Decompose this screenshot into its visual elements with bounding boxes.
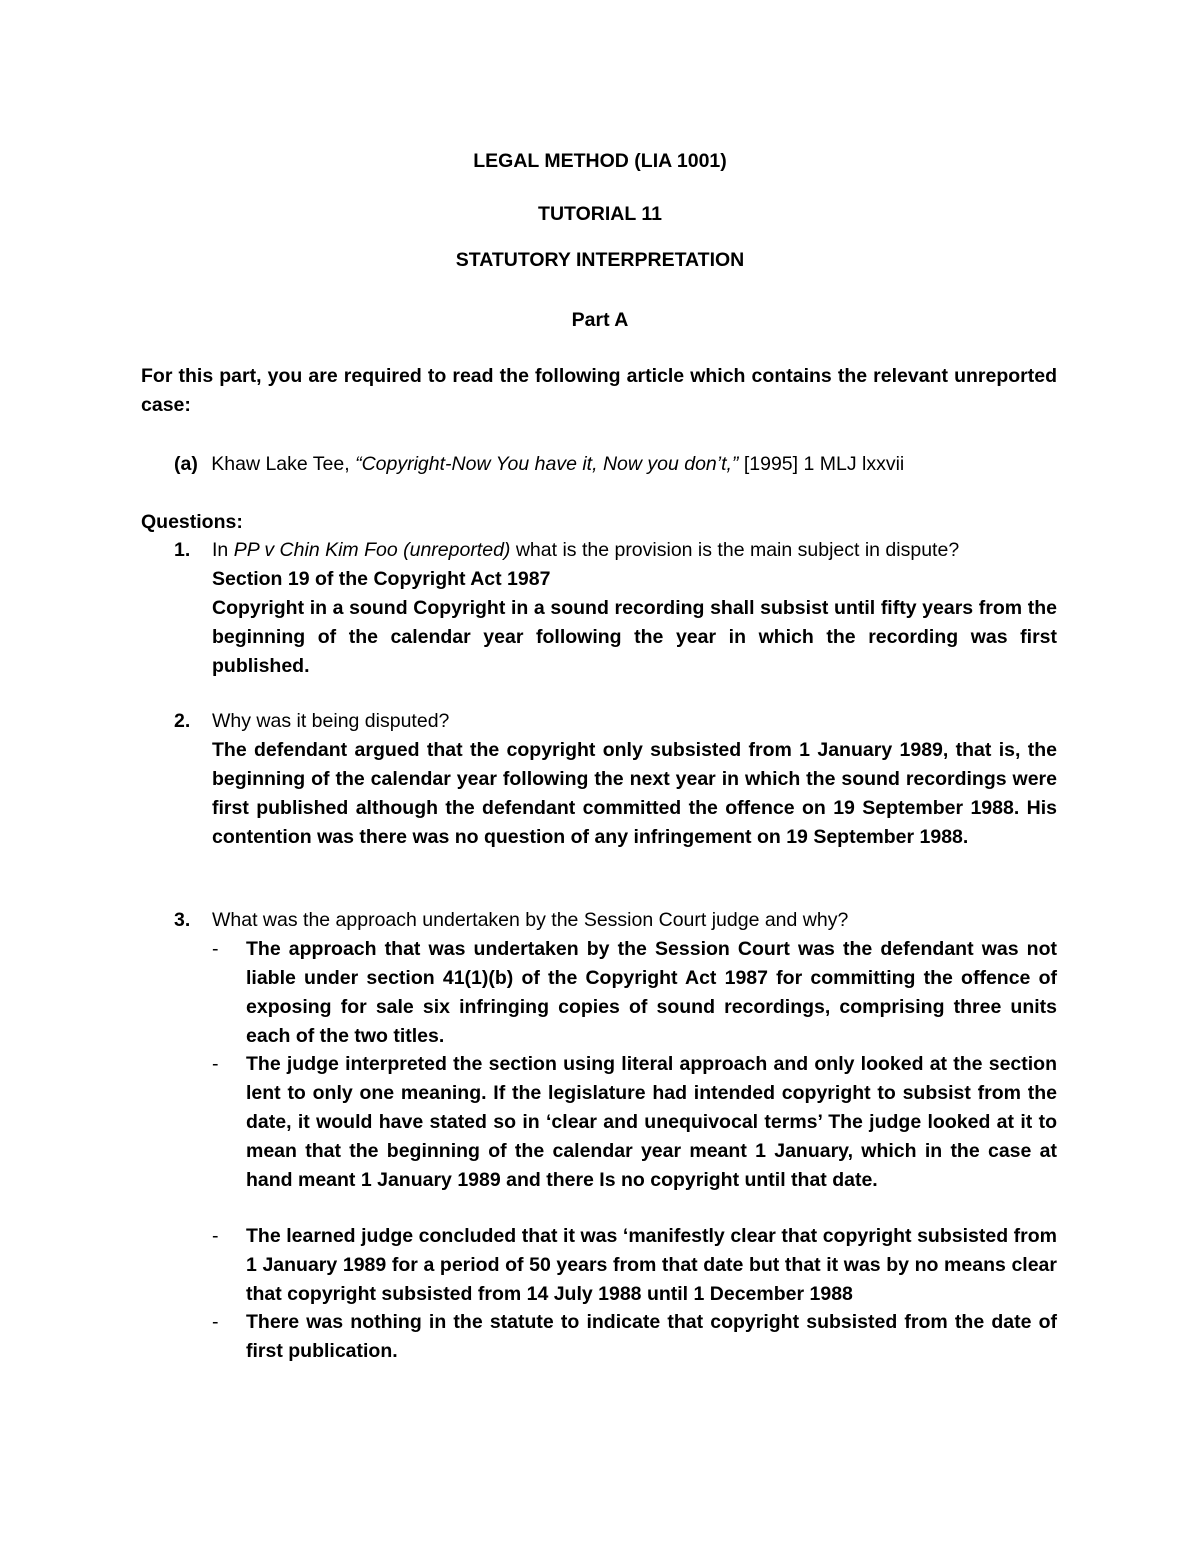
question-1	[212, 536, 1057, 681]
question-3-bullet-4: There was nothing in the statute to indicate that copyright subsisted from the date of first publication.	[246, 1311, 1057, 1362]
bullet-dash: -	[212, 1053, 219, 1075]
question-1-answer-provision: Section 19 of the Copyright Act 1987	[212, 568, 551, 590]
question-1-number: 1.	[174, 539, 191, 561]
bullet-dash: -	[212, 938, 219, 960]
bullet-dash: -	[212, 1311, 219, 1333]
question-2-number: 2.	[174, 710, 191, 732]
bullet-dash: -	[212, 1225, 219, 1247]
question-2	[212, 707, 1057, 852]
questions-heading: Questions:	[141, 511, 243, 533]
question-3-bullet-1: The approach that was undertaken by the Session Court was the defendant was not liable under section 41(1)(b) of the Copyright Act 1987 for committing the offence of exposing for sale six infringing copies of sound recordings, comprising three units each of the two titles.	[246, 938, 1057, 1047]
question-1-text: In PP v Chin Kim Foo (unreported) what is the provision is the main subject in dispute?	[212, 539, 960, 561]
intro-paragraph: For this part, you are required to read the following article which contains the relevant unreported case:	[141, 365, 1057, 416]
reading-author: Khaw Lake Tee,	[211, 453, 356, 475]
question-1-answer-text: Copyright in a sound Copyright in a sound recording shall subsist until fifty years from the beginning of the calendar year following the year in which the recording was first published.	[212, 597, 1057, 677]
reading-label: (a)	[174, 453, 198, 475]
part-heading: Part A	[571, 309, 629, 331]
question-3-bullet-2: The judge interpreted the section using literal approach and only looked at the section lent to only one meaning. If the legislature had intended copyright to subsist from the date, it would have stated so in ‘clear and unequivocal terms’ The judge looked at it to mean that the beginning of the calendar year meant 1 January, which in the case at hand meant 1 January 1989 and there Is no copyright until that date.	[246, 1053, 1057, 1191]
question-2-text: Why was it being disputed?	[212, 710, 450, 732]
reading-title: “Copyright-Now You have it, Now you don’t,”	[355, 453, 739, 475]
question-3-bullet-3: The learned judge concluded that it was ‘manifestly clear that copyright subsisted from 1 January 1989 for a period of 50 years from that date but that it was by no means clear that copyright subsisted from 14 July 1988 until 1 December 1988	[246, 1225, 1057, 1305]
reading-item	[174, 450, 904, 479]
question-3-number: 3.	[174, 909, 191, 931]
tutorial-title: TUTORIAL 11	[538, 203, 662, 225]
case-name: PP v Chin Kim Foo (unreported)	[233, 539, 511, 561]
topic-title: STATUTORY INTERPRETATION	[455, 249, 745, 271]
question-3-text: What was the approach undertaken by the Session Court judge and why?	[212, 909, 849, 931]
reading-citation: [1995] 1 MLJ lxxvii	[738, 453, 905, 475]
course-title: LEGAL METHOD (LIA 1001)	[473, 150, 727, 172]
question-2-answer: The defendant argued that the copyright only subsisted from 1 January 1989, that is, the beginning of the calendar year following the next year in which the sound recordings were first published although the defendant committed the offence on 19 September 1988. His contention was there was no question of any infringement on 19 September 1988.	[212, 739, 1057, 848]
